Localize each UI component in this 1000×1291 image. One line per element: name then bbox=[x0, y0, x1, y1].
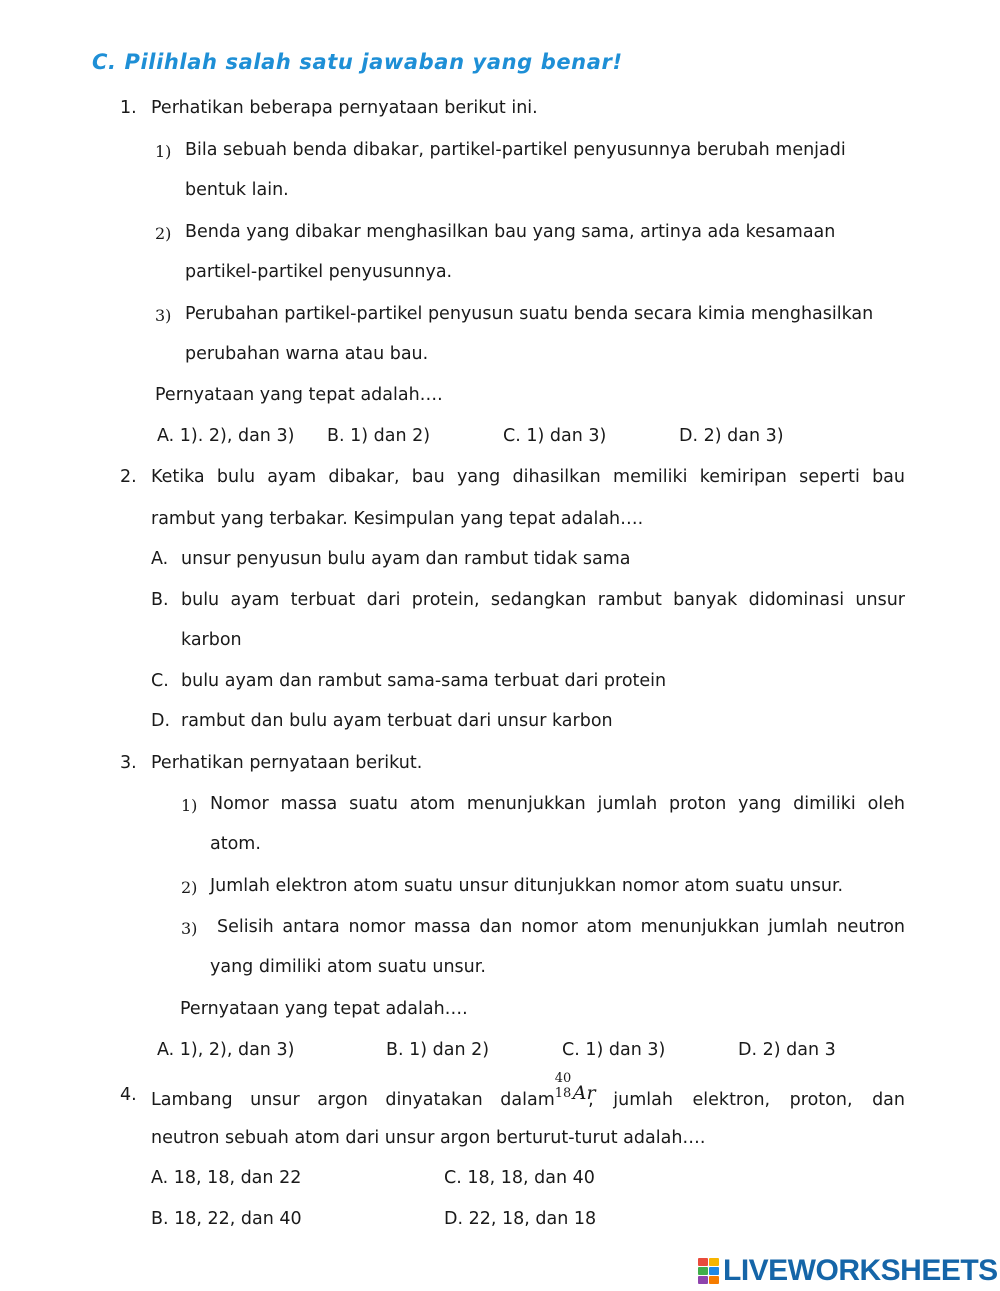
element-symbol: Ar bbox=[572, 1082, 596, 1104]
answer-option[interactable]: A. 1). 2), dan 3) bbox=[157, 426, 295, 446]
statement-text: Selisih antara nomor massa dan nomor atom menunjukkan jumlah neutron bbox=[217, 917, 905, 937]
statement-number: 3) bbox=[181, 919, 198, 938]
question-text: Perhatikan pernyataan berikut. bbox=[151, 753, 423, 773]
brand-name: LIVEWORKSHEETS bbox=[723, 1254, 998, 1287]
answer-option[interactable]: rambut dan bulu ayam terbuat dari unsur karbon bbox=[181, 711, 613, 731]
question-number: 4. bbox=[120, 1085, 137, 1105]
statement-text: Perubahan partikel-partikel penyusun suatu benda secara kimia menghasilkan bbox=[185, 304, 874, 324]
answer-option[interactable]: B. 18, 22, dan 40 bbox=[151, 1209, 302, 1229]
statement-number: 1) bbox=[181, 796, 198, 815]
logo-blocks-icon bbox=[698, 1258, 719, 1284]
question-prompt: Pernyataan yang tepat adalah…. bbox=[155, 385, 443, 405]
question-number: 2. bbox=[120, 467, 137, 487]
atomic-number: 18 bbox=[554, 1086, 572, 1101]
statement-text: partikel-partikel penyusunnya. bbox=[185, 262, 453, 282]
liveworksheets-logo[interactable] bbox=[698, 1254, 998, 1288]
question-text-line bbox=[151, 1071, 905, 1110]
statement-number: 1) bbox=[155, 142, 172, 161]
argon-formula bbox=[554, 1071, 596, 1105]
question-text: Lambang unsur argon dinyatakan dalam bbox=[151, 1090, 555, 1110]
option-letter[interactable]: A. bbox=[151, 549, 169, 569]
answer-option[interactable]: C. 1) dan 3) bbox=[562, 1040, 666, 1060]
statement-text: atom. bbox=[210, 834, 261, 854]
statement-number: 2) bbox=[155, 224, 172, 243]
answer-option[interactable]: C. 1) dan 3) bbox=[503, 426, 607, 446]
answer-option[interactable]: B. 1) dan 2) bbox=[386, 1040, 490, 1060]
option-letter[interactable]: C. bbox=[151, 671, 169, 691]
statement-text: Nomor massa suatu atom menunjukkan jumlah proton yang dimiliki oleh bbox=[210, 794, 905, 814]
answer-option[interactable]: A. 1), 2), dan 3) bbox=[157, 1040, 295, 1060]
statement-text: Bila sebuah benda dibakar, partikel-partikel penyusunnya berubah menjadi bbox=[185, 140, 846, 160]
answer-option[interactable]: bulu ayam dan rambut sama-sama terbuat dari protein bbox=[181, 671, 667, 691]
question-text: Ketika bulu ayam dibakar, bau yang dihasilkan memiliki kemiripan seperti bau bbox=[151, 467, 905, 487]
option-letter[interactable]: B. bbox=[151, 590, 169, 610]
question-prompt: Pernyataan yang tepat adalah…. bbox=[180, 999, 468, 1019]
answer-option[interactable]: B. 1) dan 2) bbox=[327, 426, 431, 446]
statement-text: bentuk lain. bbox=[185, 180, 289, 200]
option-letter[interactable]: D. bbox=[151, 711, 171, 731]
statement-text: yang dimiliki atom suatu unsur. bbox=[210, 957, 486, 977]
statement-text: Benda yang dibakar menghasilkan bau yang sama, artinya ada kesamaan bbox=[185, 222, 836, 242]
answer-option[interactable]: A. 18, 18, dan 22 bbox=[151, 1168, 302, 1188]
answer-option[interactable]: unsur penyusun bulu ayam dan rambut tidak sama bbox=[181, 549, 631, 569]
statement-text: perubahan warna atau bau. bbox=[185, 344, 429, 364]
answer-option[interactable]: karbon bbox=[181, 630, 242, 650]
answer-option[interactable]: D. 22, 18, dan 18 bbox=[444, 1209, 597, 1229]
statement-text: Jumlah elektron atom suatu unsur ditunjukkan nomor atom suatu unsur. bbox=[210, 876, 844, 896]
answer-option[interactable]: D. 2) dan 3) bbox=[679, 426, 784, 446]
question-text: neutron sebuah atom dari unsur argon berturut-turut adalah…. bbox=[151, 1128, 706, 1148]
question-text: Perhatikan beberapa pernyataan berikut ini. bbox=[151, 98, 538, 118]
statement-number: 2) bbox=[181, 878, 198, 897]
question-number: 1. bbox=[120, 98, 137, 118]
question-text: rambut yang terbakar. Kesimpulan yang tepat adalah…. bbox=[151, 509, 644, 529]
answer-option[interactable]: D. 2) dan 3 bbox=[738, 1040, 836, 1060]
mass-number: 40 bbox=[554, 1071, 572, 1086]
answer-option[interactable]: C. 18, 18, dan 40 bbox=[444, 1168, 595, 1188]
question-text: , jumlah elektron, proton, dan bbox=[588, 1090, 905, 1110]
answer-option[interactable]: bulu ayam terbuat dari protein, sedangkan rambut banyak didominasi unsur bbox=[181, 590, 905, 610]
section-title: C. Pilihlah salah satu jawaban yang benar! bbox=[92, 50, 623, 74]
question-number: 3. bbox=[120, 753, 137, 773]
statement-number: 3) bbox=[155, 306, 172, 325]
